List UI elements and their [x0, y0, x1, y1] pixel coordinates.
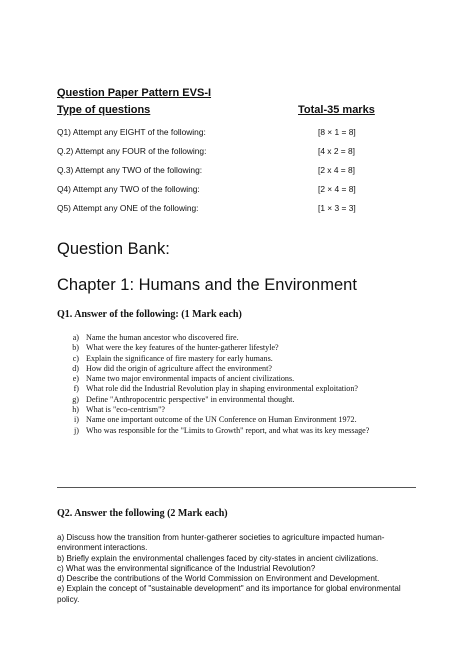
- item-letter: e): [72, 374, 79, 384]
- item-letter: b): [72, 343, 79, 353]
- pattern-row-marks: [8 × 1 = 8]: [318, 127, 356, 137]
- item-letter: a): [72, 333, 79, 342]
- total-marks-header: Total-35 marks: [298, 104, 375, 116]
- pattern-row-marks: [1 × 3 = 3]: [318, 203, 356, 213]
- item-letter: h): [72, 405, 79, 415]
- q1-heading: Q1. Answer of the following: (1 Mark each): [57, 309, 242, 320]
- item-text: Who was responsible for the "Limits to Growth" report, and what was its key message?: [86, 425, 370, 435]
- list-item: [57, 384, 427, 394]
- item-text: What were the key features of the hunter-gatherer lifestyle?: [86, 343, 279, 353]
- pattern-row-question: Q5) Attempt any ONE of the following:: [57, 203, 199, 213]
- item-text: What is "eco-centrism"?: [86, 405, 165, 415]
- q1-list: [57, 333, 427, 436]
- q2-item: b) Briefly explain the environmental challenges faced by city-states in ancient civilizations.: [57, 553, 379, 563]
- pattern-title: Question Paper Pattern EVS-I: [57, 87, 212, 99]
- pattern-row-question: Q1) Attempt any EIGHT of the following:: [57, 127, 206, 137]
- item-text: Define "Anthropocentric perspective" in environmental thought.: [86, 394, 295, 404]
- question-bank-heading: Question Bank:: [57, 240, 170, 258]
- list-item: [57, 343, 427, 353]
- q2-answers: [57, 533, 417, 605]
- pattern-row-marks: [4 x 2 = 8]: [318, 146, 356, 156]
- chapter-title: Chapter 1: Humans and the Environment: [57, 276, 357, 294]
- q2-heading: Q2. Answer the following (2 Mark each): [57, 508, 228, 519]
- item-text: Explain the significance of fire mastery for early humans.: [86, 353, 273, 363]
- pattern-row-marks: [2 x 4 = 8]: [318, 165, 356, 175]
- item-letter: f): [73, 384, 79, 394]
- item-letter: d): [72, 363, 79, 373]
- item-text: Name two major environmental impacts of ancient civilizations.: [86, 374, 295, 384]
- pattern-row-question: Q.2) Attempt any FOUR of the following:: [57, 146, 207, 156]
- list-item: [57, 374, 427, 384]
- q2-item: a) Discuss how the transition from hunter-gatherer societies to agriculture impacted human-environment interactions.: [57, 533, 385, 553]
- item-text: What role did the Industrial Revolution play in shaping environmental exploitation?: [86, 384, 358, 394]
- pattern-row-question: Q4) Attempt any TWO of the following:: [57, 184, 200, 194]
- type-of-questions-header: Type of questions: [57, 104, 151, 116]
- pattern-row-marks: [2 × 4 = 8]: [318, 184, 356, 194]
- list-item: [57, 415, 427, 425]
- q2-item: d) Describe the contributions of the World Commission on Environment and Development.: [57, 574, 380, 584]
- item-letter: j): [74, 425, 79, 435]
- item-text: How did the origin of agriculture affect the environment?: [86, 363, 272, 373]
- item-text: Name the human ancestor who discovered fire.: [86, 333, 239, 342]
- list-item: [57, 426, 427, 436]
- list-item: [57, 405, 427, 415]
- q2-item: c) What was the environmental significance of the Industrial Revolution?: [57, 563, 316, 573]
- pattern-row-question: Q.3) Attempt any TWO of the following:: [57, 165, 203, 175]
- list-item: [57, 333, 427, 343]
- item-letter: c): [72, 353, 79, 363]
- item-letter: i): [74, 415, 79, 425]
- list-item: [57, 395, 427, 405]
- item-text: Name one important outcome of the UN Conference on Human Environment 1972.: [86, 415, 357, 425]
- list-item: [57, 364, 427, 374]
- list-item: [57, 354, 427, 364]
- item-letter: g): [72, 394, 79, 404]
- q2-item: e) Explain the concept of "sustainable development" and its importance for global environmental policy.: [57, 584, 401, 604]
- section-divider: [57, 487, 416, 488]
